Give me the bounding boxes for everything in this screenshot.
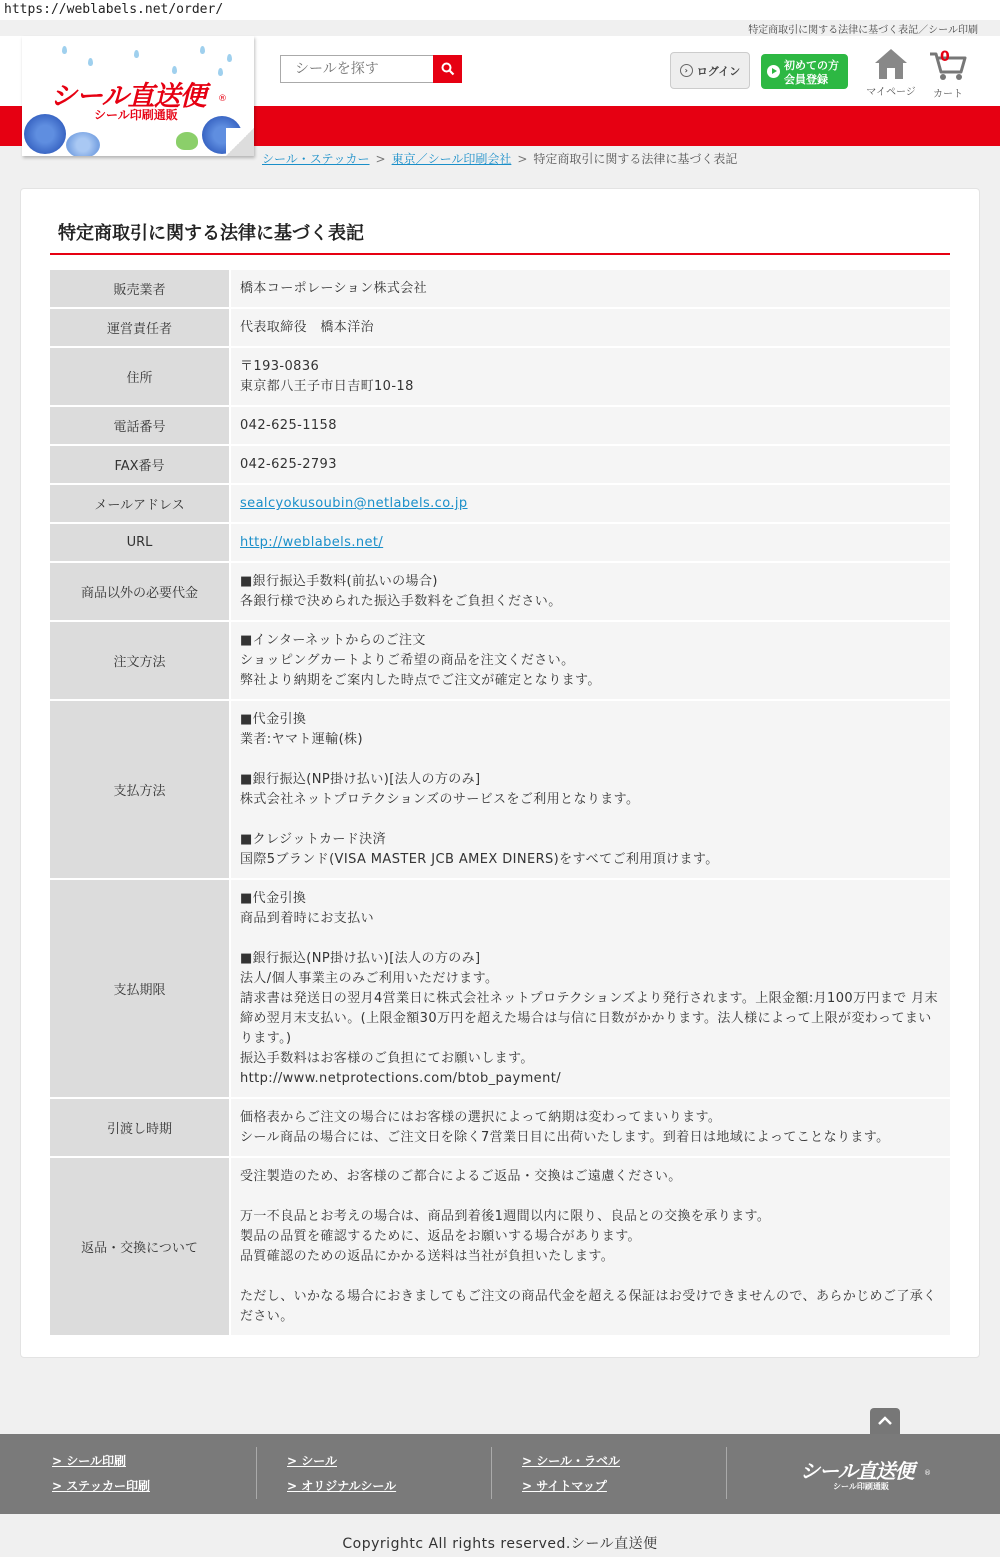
footer-links-col2 <box>287 1449 396 1499</box>
row-label: 電話番号 <box>50 406 230 445</box>
play-icon <box>767 65 780 78</box>
footer-link[interactable]: > シール <box>287 1454 337 1468</box>
mypage-link[interactable] <box>866 48 916 98</box>
row-value-line: 受注製造のため、お客様のご都合によるご返品・交換はご遠慮ください。 <box>240 1169 682 1184</box>
row-value-line: 042-625-1158 <box>240 418 337 433</box>
footer-divider <box>726 1447 727 1499</box>
row-value <box>230 700 950 879</box>
row-value-line <box>240 929 940 949</box>
row-value-line: 請求書は発送日の翌月4営業日に株式会社ネットプロテクションズより発行されます。上限金額:月100万円まで 月末締め翌月末支払い。(上限金額30万円を超えた場合は与信に日数がかかります。法人様によって上限が変わってまいります。) <box>240 991 938 1046</box>
row-value <box>230 445 950 484</box>
row-value <box>230 308 950 347</box>
register-button[interactable] <box>761 54 848 89</box>
row-link[interactable]: sealcyokusoubin@netlabels.co.jp <box>240 496 468 511</box>
table-row <box>50 621 950 700</box>
row-value-line: 国際5ブランド(VISA MASTER JCB AMEX DINERS)をすべてご利用頂けます。 <box>240 852 719 867</box>
row-value-line <box>240 1267 940 1287</box>
register-line2: 会員登録 <box>784 73 828 86</box>
breadcrumb <box>262 150 737 167</box>
site-logo[interactable] <box>22 36 254 156</box>
header-tagline: 特定商取引に関する法律に基づく表記／シール印刷 <box>748 25 978 36</box>
footer-link[interactable]: > シール・ラベル <box>522 1454 620 1468</box>
logo-subtitle: シール印刷通販 <box>94 108 178 122</box>
row-value-line: 橋本コーポレーション株式会社 <box>240 281 428 296</box>
legal-info-table <box>50 270 950 1337</box>
copyright: Copyrightc All rights reserved.シール直送便 <box>0 1514 1000 1557</box>
breadcrumb-link[interactable]: 東京／シール印刷会社 <box>391 152 512 166</box>
address-bar[interactable]: https://weblabels.net/order/ <box>0 0 1000 20</box>
raindrop-icon <box>62 46 67 54</box>
row-label: 商品以外の必要代金 <box>50 562 230 621</box>
page-curl-icon <box>226 128 254 156</box>
login-button[interactable] <box>670 52 750 89</box>
row-value-line: 法人/個人事業主のみご利用いただけます。 <box>240 971 499 986</box>
footer-link[interactable]: > シール印刷 <box>52 1454 126 1468</box>
row-value-line: 振込手数料はお客様のご負担にてお願いします。 <box>240 1051 534 1066</box>
search-button[interactable] <box>433 55 462 83</box>
table-row <box>50 700 950 879</box>
row-value <box>230 484 950 523</box>
row-value-line: 価格表からご注文の場合にはお客様の選択によって納期は変わってまいります。 <box>240 1110 722 1125</box>
footer-logo-registered-mark: ® <box>924 1469 931 1477</box>
row-value-line: ただし、いかなる場合におきましてもご注文の商品代金を超える保証はお受けできませんので、あらかじめご了承ください。 <box>240 1289 937 1324</box>
row-value-line: ■銀行振込(NP掛け払い)[法人の方のみ] <box>240 772 481 787</box>
row-value-line: ■クレジットカード決済 <box>240 832 386 847</box>
row-value <box>230 347 950 406</box>
hydrangea-icon <box>24 114 66 154</box>
row-value-line <box>240 1187 940 1207</box>
footer-links-col3 <box>522 1449 620 1499</box>
row-label: 支払方法 <box>50 700 230 879</box>
breadcrumb-current: 特定商取引に関する法律に基づく表記 <box>533 152 738 166</box>
search-box <box>280 55 462 83</box>
back-to-top-button[interactable] <box>870 1408 900 1434</box>
cart-label: カート <box>933 89 963 100</box>
table-row <box>50 879 950 1098</box>
raindrop-icon <box>88 58 93 66</box>
raindrop-icon <box>200 46 205 54</box>
row-value-line: 042-625-2793 <box>240 457 337 472</box>
row-label: 支払期限 <box>50 879 230 1098</box>
row-value-line: ■代金引換 <box>240 891 307 906</box>
row-value-line: 万一不良品とお考えの場合は、商品到着後1週間以内に限り、良品との交換を承ります。 <box>240 1209 771 1224</box>
row-value-line: ショッピングカートよりご希望の商品を注文ください。 <box>240 653 575 668</box>
row-label: FAX番号 <box>50 445 230 484</box>
row-value-line: 製品の品質を確認するために、返品をお願いする場合があります。 <box>240 1229 641 1244</box>
row-value-line: 〒193-0836 <box>240 359 320 374</box>
search-input[interactable] <box>281 56 433 82</box>
row-value <box>230 1157 950 1336</box>
row-label: 引渡し時期 <box>50 1098 230 1157</box>
footer-divider <box>491 1447 492 1499</box>
row-value-line: 品質確認のための返品にかかる送料は当社が負担いたします。 <box>240 1249 615 1264</box>
top-strip <box>0 20 1000 36</box>
login-label: ログイン <box>696 64 741 78</box>
row-label: 運営責任者 <box>50 308 230 347</box>
footer-logo-subtitle: シール印刷通販 <box>833 1482 889 1491</box>
page-title: 特定商取引に関する法律に基づく表記 <box>58 223 364 244</box>
footer-link[interactable]: > オリジナルシール <box>287 1479 397 1493</box>
row-value-line: ■インターネットからのご注文 <box>240 633 426 648</box>
row-value-line: http://www.netprotections.com/btob_payment/ <box>240 1071 561 1086</box>
row-value-line: ■代金引換 <box>240 712 307 727</box>
row-value-line <box>240 810 940 830</box>
table-row <box>50 562 950 621</box>
raindrop-icon <box>134 50 139 58</box>
row-value <box>230 523 950 562</box>
table-row <box>50 1157 950 1336</box>
row-value-line: 株式会社ネットプロテクションズのサービスをご利用となります。 <box>240 792 640 807</box>
chevron-up-icon <box>878 1416 892 1426</box>
row-value-line <box>240 750 940 770</box>
row-value-line: 東京都八王子市日吉町10-18 <box>240 379 414 394</box>
frog-icon <box>176 132 198 150</box>
footer-logo-title: シール直送便 <box>800 1459 914 1483</box>
logo-registered-mark: ® <box>218 94 227 104</box>
row-value-line: 弊社より納期をご案内した時点でご注文が確定となります。 <box>240 673 601 688</box>
breadcrumb-separator: > <box>375 152 386 166</box>
raindrop-icon <box>172 66 177 74</box>
breadcrumb-separator: > <box>517 152 528 166</box>
table-row <box>50 270 950 308</box>
row-value-line: 代表取締役 橋本洋治 <box>240 320 375 335</box>
table-row <box>50 308 950 347</box>
row-label: URL <box>50 523 230 562</box>
mypage-label: マイページ <box>866 87 916 98</box>
row-value-line: 各銀行様で決められた振込手数料をご負担ください。 <box>240 594 562 609</box>
cart-count-badge: 0 <box>940 49 950 65</box>
footer-divider <box>256 1447 257 1499</box>
table-row <box>50 523 950 562</box>
table-row <box>50 484 950 523</box>
raindrop-icon <box>218 68 223 76</box>
footer-logo[interactable] <box>800 1455 931 1491</box>
row-value <box>230 270 950 308</box>
footer-link[interactable]: > サイトマップ <box>522 1479 607 1493</box>
row-label: 販売業者 <box>50 270 230 308</box>
row-value <box>230 1098 950 1157</box>
chevron-right-icon: › <box>680 64 693 77</box>
table-row <box>50 406 950 445</box>
house-icon <box>874 48 908 80</box>
footer-link[interactable]: > ステッカー印刷 <box>52 1479 150 1493</box>
row-value-line: ■銀行振込手数料(前払いの場合) <box>240 574 438 589</box>
row-label: メールアドレス <box>50 484 230 523</box>
hydrangea-icon <box>66 132 100 156</box>
row-value-line: シール商品の場合には、ご注文日を除く7営業日目に出荷いたします。到着日は地域によってことなります。 <box>240 1130 890 1145</box>
search-icon <box>441 62 455 76</box>
table-row <box>50 1098 950 1157</box>
register-line1: 初めての方 <box>784 59 839 72</box>
table-row <box>50 445 950 484</box>
row-value <box>230 621 950 700</box>
title-underline <box>50 253 950 255</box>
row-value-line: ■銀行振込(NP掛け払い)[法人の方のみ] <box>240 951 481 966</box>
row-value <box>230 562 950 621</box>
logo-title: シール直送便 <box>50 81 206 112</box>
row-value-line: 業者:ヤマト運輸(株) <box>240 732 363 747</box>
breadcrumb-link[interactable]: シール・ステッカー <box>262 152 370 166</box>
raindrop-icon <box>227 54 232 62</box>
table-row <box>50 347 950 406</box>
row-label: 住所 <box>50 347 230 406</box>
row-value-line: 商品到着時にお支払い <box>240 911 375 926</box>
row-label: 返品・交換について <box>50 1157 230 1336</box>
row-value <box>230 879 950 1098</box>
row-label: 注文方法 <box>50 621 230 700</box>
row-link[interactable]: http://weblabels.net/ <box>240 535 384 550</box>
row-value <box>230 406 950 445</box>
footer-links-col1 <box>52 1449 150 1499</box>
